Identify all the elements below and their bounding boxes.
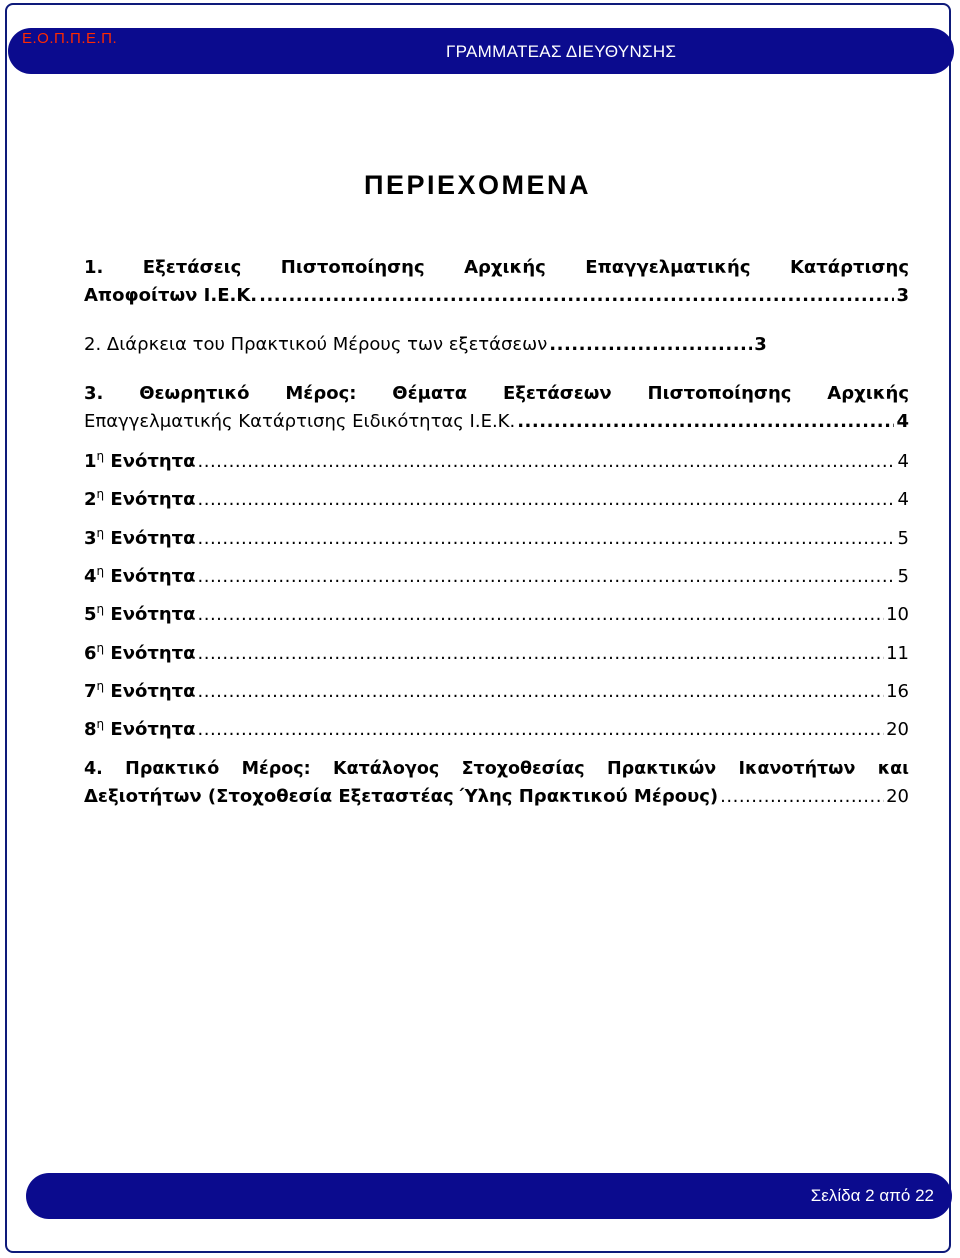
unit-page: 16 <box>886 681 909 702</box>
unit-number: 7 <box>84 681 97 702</box>
unit-label: Ενότητα <box>110 604 196 625</box>
unit-number: 2 <box>84 489 97 510</box>
unit-label: Ενότητα <box>110 489 196 510</box>
unit-number: 1 <box>84 451 97 472</box>
unit-label: Ενότητα <box>110 681 196 702</box>
leader-dots <box>198 486 896 514</box>
toc-item-2[interactable] <box>84 331 909 359</box>
toc-item-4[interactable] <box>84 755 909 811</box>
unit-label: Ενότητα <box>110 643 196 664</box>
unit-ordinal: η <box>96 449 105 463</box>
toc-unit-1[interactable] <box>84 448 909 476</box>
unit-ordinal: η <box>96 564 105 578</box>
toc-item-4-line2: Δεξιοτήτων (Στοχοθεσία Εξεταστέας Ύλης Πρακτικού Μέρους) <box>84 786 719 807</box>
department-label: ΓΡΑΜΜΑΤΕΑΣ ΔΙΕΥΘΥΝΣΗΣ <box>446 42 677 61</box>
unit-number: 8 <box>84 719 97 740</box>
leader-dots <box>198 563 896 591</box>
toc-item-4-line1: 4. Πρακτικό Μέρος: Κατάλογος Στοχοθεσίας Πρακτικών Ικανοτήτων και <box>84 759 909 779</box>
toc-item-3-page: 4 <box>896 411 909 432</box>
unit-label: Ενότητα <box>110 528 196 549</box>
leader-dots <box>198 640 885 668</box>
toc-unit-6[interactable] <box>84 640 909 668</box>
leader-dots <box>517 408 894 436</box>
unit-ordinal: η <box>96 679 105 693</box>
organization-label: Ε.Ο.Π.Π.Ε.Π. <box>22 30 118 47</box>
unit-number: 6 <box>84 643 97 664</box>
toc-item-1-page: 3 <box>896 285 909 306</box>
toc-item-2-label: 2. Διάρκεια του Πρακτικού Μέρους των εξετάσεων <box>84 334 548 355</box>
unit-page: 4 <box>897 489 909 510</box>
unit-ordinal: η <box>96 717 105 731</box>
unit-page: 20 <box>886 719 909 740</box>
leader-dots <box>198 716 885 744</box>
leader-dots <box>549 331 752 359</box>
unit-label: Ενότητα <box>110 719 196 740</box>
toc-unit-7[interactable] <box>84 678 909 706</box>
unit-page: 4 <box>897 451 909 472</box>
toc-item-3-line2: Επαγγελματικής Κατάρτισης Ειδικότητας Ι.Ε.Κ. <box>84 411 516 432</box>
unit-number: 4 <box>84 566 97 587</box>
leader-dots <box>198 525 896 553</box>
page-title: ΠΕΡΙΕΧΟΜΕΝΑ <box>363 170 592 200</box>
unit-number: 3 <box>84 528 97 549</box>
toc-unit-5[interactable] <box>84 601 909 629</box>
unit-page: 10 <box>886 604 909 625</box>
toc-item-4-page: 20 <box>886 786 909 807</box>
toc-item-2-page: 3 <box>754 334 767 355</box>
leader-dots <box>198 601 885 629</box>
page-number: Σελίδα 2 από 22 <box>810 1186 934 1205</box>
toc-item-1[interactable] <box>84 254 909 310</box>
toc-item-1-line1: 1. Εξετάσεις Πιστοποίησης Αρχικής Επαγγελματικής Κατάρτισης <box>84 257 909 278</box>
leader-dots <box>720 783 884 811</box>
unit-page: 5 <box>897 528 909 549</box>
leader-dots <box>198 678 885 706</box>
toc-item-1-line2: Αποφοίτων Ι.Ε.Κ. <box>84 285 258 306</box>
unit-label: Ενότητα <box>110 566 196 587</box>
toc-unit-8[interactable] <box>84 716 909 744</box>
unit-label: Ενότητα <box>110 451 196 472</box>
leader-dots <box>198 448 896 476</box>
unit-number: 5 <box>84 604 97 625</box>
unit-ordinal: η <box>96 641 105 655</box>
unit-page: 5 <box>897 566 909 587</box>
toc-unit-4[interactable] <box>84 563 909 591</box>
leader-dots <box>259 282 894 310</box>
toc-unit-3[interactable] <box>84 525 909 553</box>
unit-ordinal: η <box>96 602 105 616</box>
unit-ordinal: η <box>96 487 105 501</box>
toc-unit-2[interactable] <box>84 486 909 514</box>
unit-page: 11 <box>886 643 909 664</box>
unit-ordinal: η <box>96 526 105 540</box>
toc-item-3-line1: 3. Θεωρητικό Μέρος: Θέματα Εξετάσεων Πιστοποίησης Αρχικής <box>84 383 909 404</box>
toc-item-3[interactable] <box>84 380 909 436</box>
